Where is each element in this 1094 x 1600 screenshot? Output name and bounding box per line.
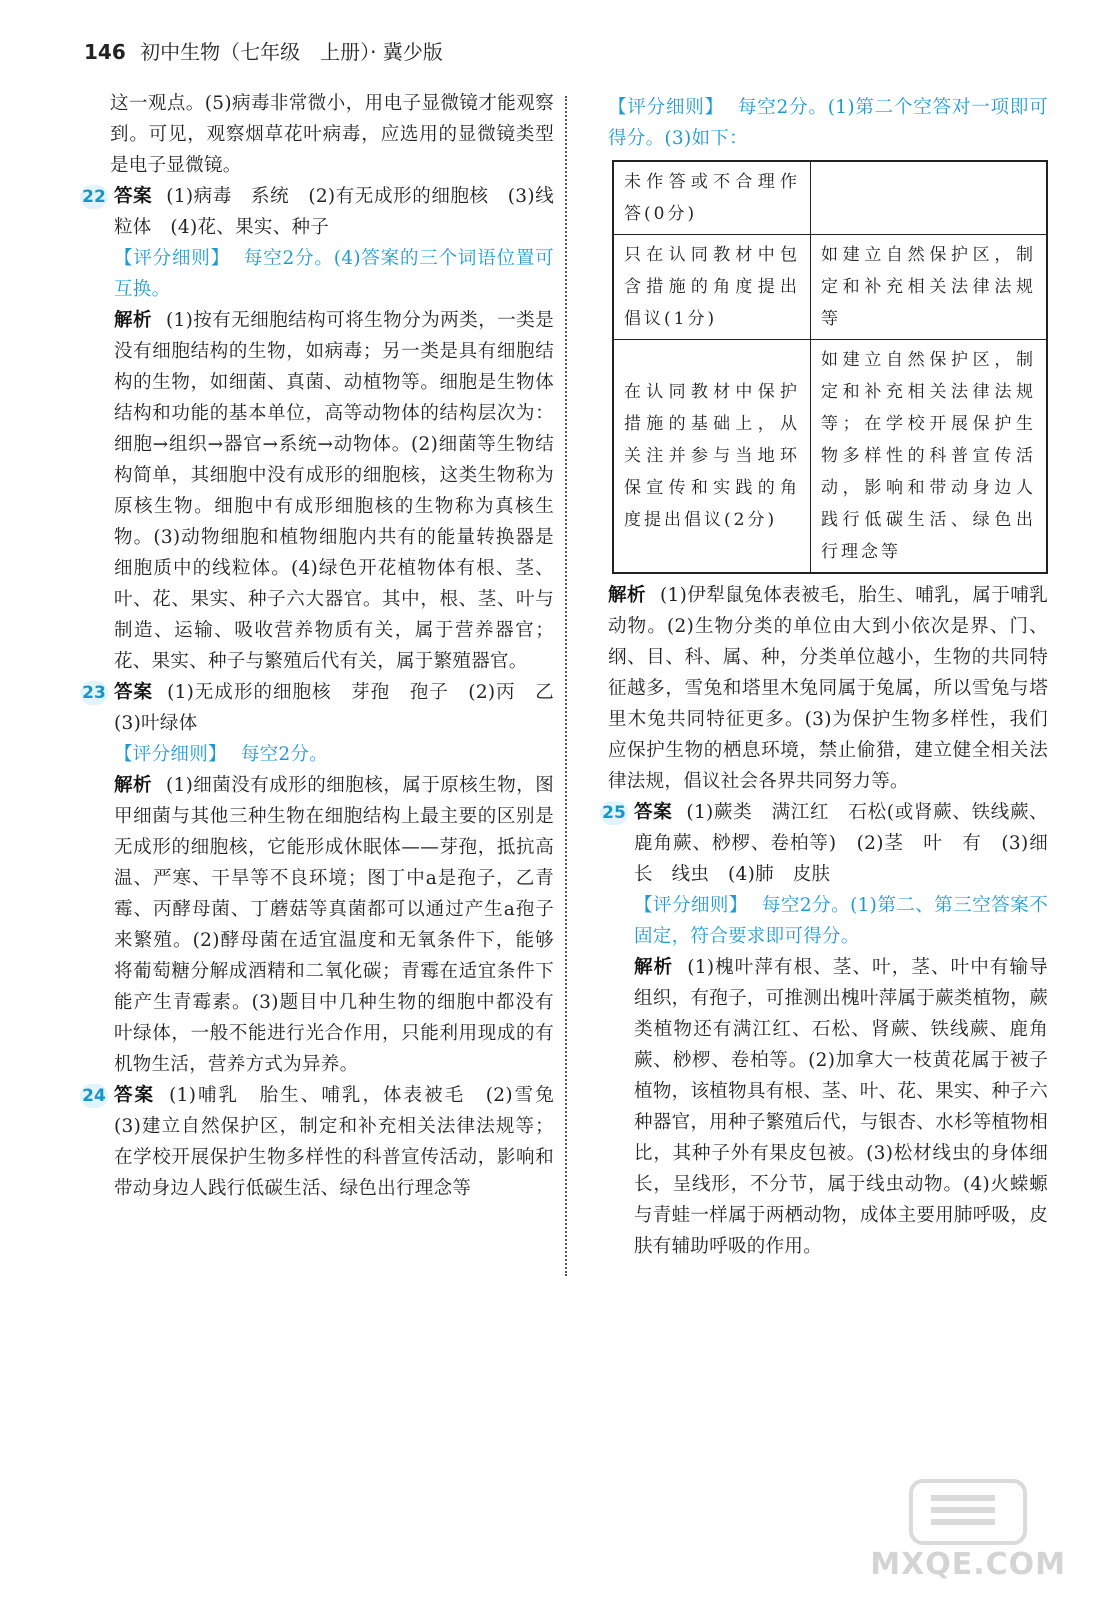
- analysis-text: (1)按有无细胞结构可将生物分为两类，一类是没有细胞结构的生物，如病毒；另一类是具有细胞结构的生物，如细菌、真菌、动植物等。细胞是生物体结构和功能的基本单位，高等动物体的结构层次为：细胞→组织→器官→系统→动物体。(2)细菌等生物结构简单，其细胞中没有成形的细胞核，这类生物称为原核生物。细胞中有成形细胞核的生物称为真核生物。(3)动物细胞和植物细胞内共有的能量转换器是细胞质中的线粒体。(4)绿色开花植物体有根、茎、叶、花、果实、种子六大器官。其中，根、茎、叶与制造、运输、吸收营养物质有关，属于营养器官；花、果实、种子与繁殖后代有关，属于繁殖器官。: [114, 310, 554, 672]
- table-cell-example: 如建立自然保护区，制定和补充相关法律法规等；在学校开展保护生物多样性的科普宣传活动，影响和带动身边人践行低碳生活、绿色出行理念等: [811, 340, 1048, 574]
- question-number-badge: 22: [80, 185, 108, 209]
- scoring-text: 每空2分。(1)第二个空答对一项即可得分。(3)如下：: [608, 97, 1048, 149]
- book-title: 初中生物（七年级 上册）· 冀少版: [140, 40, 443, 64]
- q24-scoring: [608, 92, 1048, 154]
- question-number-badge: 24: [80, 1084, 108, 1108]
- table-row: [613, 161, 1047, 235]
- watermark: [870, 1479, 1066, 1582]
- analysis-label: 解析: [634, 957, 674, 978]
- answer-label: 答案: [634, 802, 673, 823]
- answer-text: (1)蕨类 满江红 石松(或肾蕨、铁线蕨、鹿角蕨、桫椤、卷柏等) (2)茎 叶 有 (3)细长 线虫 (4)肺 皮肤: [634, 802, 1048, 885]
- analysis-text: (1)伊犁鼠兔体表被毛，胎生、哺乳，属于哺乳动物。(2)生物分类的单位由大到小依次是界、门、纲、目、科、属、种，分类单位越小，生物的共同特征越多，雪兔和塔里木兔同属于兔属，所以雪兔与塔里木兔共同特征更多。(3)为保护生物多样性，我们应保护生物的栖息环境，禁止偷猎，建立健全相关法律法规，倡议社会各界共同努力等。: [608, 585, 1048, 792]
- table-row: [613, 235, 1047, 340]
- table-cell-example: [811, 161, 1048, 235]
- answer-text: (1)哺乳 胎生、哺乳，体表被毛 (2)雪兔 (3)建立自然保护区，制定和补充相关法律法规等；在学校开展保护生物多样性的科普宣传活动，影响和带动身边人践行低碳生活、绿色出行理念等: [114, 1085, 573, 1199]
- q24-analysis: [608, 580, 1048, 797]
- scoring-table: [612, 160, 1048, 574]
- analysis-label: 解析: [114, 310, 152, 331]
- answer-label: 答案: [114, 1085, 156, 1106]
- watermark-url: MXQE.COM: [870, 1547, 1066, 1582]
- question-number-badge: 23: [80, 681, 108, 705]
- question-25: [602, 797, 1048, 1262]
- left-column: [82, 88, 573, 1204]
- scoring-text: 每空2分。: [240, 744, 329, 765]
- table-cell-example: 如建立自然保护区，制定和补充相关法律法规等: [811, 235, 1048, 340]
- table-cell-level: 只在认同教材中包含措施的角度提出倡议(1分): [613, 235, 811, 340]
- scoring-text: 每空2分。(4)答案的三个词语位置可互换。: [114, 248, 554, 300]
- scoring-text: 每空2分。(1)第二、第三空答案不固定，符合要求即可得分。: [634, 895, 1048, 947]
- right-column: [602, 92, 1048, 1262]
- answer-text: (1)无成形的细胞核 芽孢 孢子 (2)丙 乙 (3)叶绿体: [114, 682, 573, 734]
- scoring-label: 【评分细则】: [114, 744, 227, 765]
- watermark-logo-icon: [909, 1479, 1027, 1545]
- scoring-label: 【评分细则】: [114, 248, 230, 269]
- question-22: [82, 181, 554, 677]
- page-header: [84, 36, 443, 65]
- question-23: [82, 677, 573, 1080]
- scoring-label: 【评分细则】: [608, 97, 724, 118]
- continued-paragraph: 这一观点。(5)病毒非常微小，用电子显微镜才能观察到。可见，观察烟草花叶病毒，应选用的显微镜类型是电子显微镜。: [110, 93, 554, 176]
- answer-label: 答案: [114, 186, 153, 207]
- table-row: [613, 340, 1047, 574]
- table-cell-level: 未作答或不合理作答(0分): [613, 161, 811, 235]
- answer-label: 答案: [114, 682, 154, 703]
- answer-text: (1)病毒 系统 (2)有无成形的细胞核 (3)线粒体 (4)花、果实、种子: [114, 186, 554, 238]
- scoring-label: 【评分细则】: [634, 895, 748, 916]
- analysis-label: 解析: [114, 775, 152, 796]
- question-number-badge: 25: [600, 801, 628, 825]
- analysis-text: (1)槐叶萍有根、茎、叶，茎、叶中有输导组织，有孢子，可推测出槐叶萍属于蕨类植物，蕨类植物还有满江红、石松、肾蕨、铁线蕨、鹿角蕨、桫椤、卷柏等。(2)加拿大一枝黄花属于被子植物，该植物具有根、茎、叶、花、果实、种子六种器官，用种子繁殖后代，与银杏、水杉等植物相比，其种子外有果皮包被。(3)松材线虫的身体细长，呈线形，不分节，属于线虫动物。(4)火蝾螈与青蛙一样属于两栖动物，成体主要用肺呼吸，皮肤有辅助呼吸的作用。: [634, 957, 1048, 1257]
- analysis-text: (1)细菌没有成形的细胞核，属于原核生物，图甲细菌与其他三种生物在细胞结构上最主要的区别是无成形的细胞核，它能形成休眠体——芽孢，抵抗高温、严寒、干旱等不良环境；图丁中a是孢子，乙青霉、丙酵母菌、丁蘑菇等真菌都可以通过产生a孢子来繁殖。(2)酵母菌在适宜温度和无氧条件下，能够将葡萄糖分解成酒精和二氧化碳；青霉在适宜条件下能产生青霉素。(3)题目中几种生物的细胞中都没有叶绿体，一般不能进行光合作用，只能利用现成的有机物生活，营养方式为异养。: [114, 775, 554, 1075]
- analysis-label: 解析: [608, 585, 646, 606]
- question-24: [82, 1080, 573, 1204]
- table-cell-level: 在认同教材中保护措施的基础上，从关注并参与当地环保宣传和实践的角度提出倡议(2分): [613, 340, 811, 574]
- page-number: 146: [84, 40, 126, 64]
